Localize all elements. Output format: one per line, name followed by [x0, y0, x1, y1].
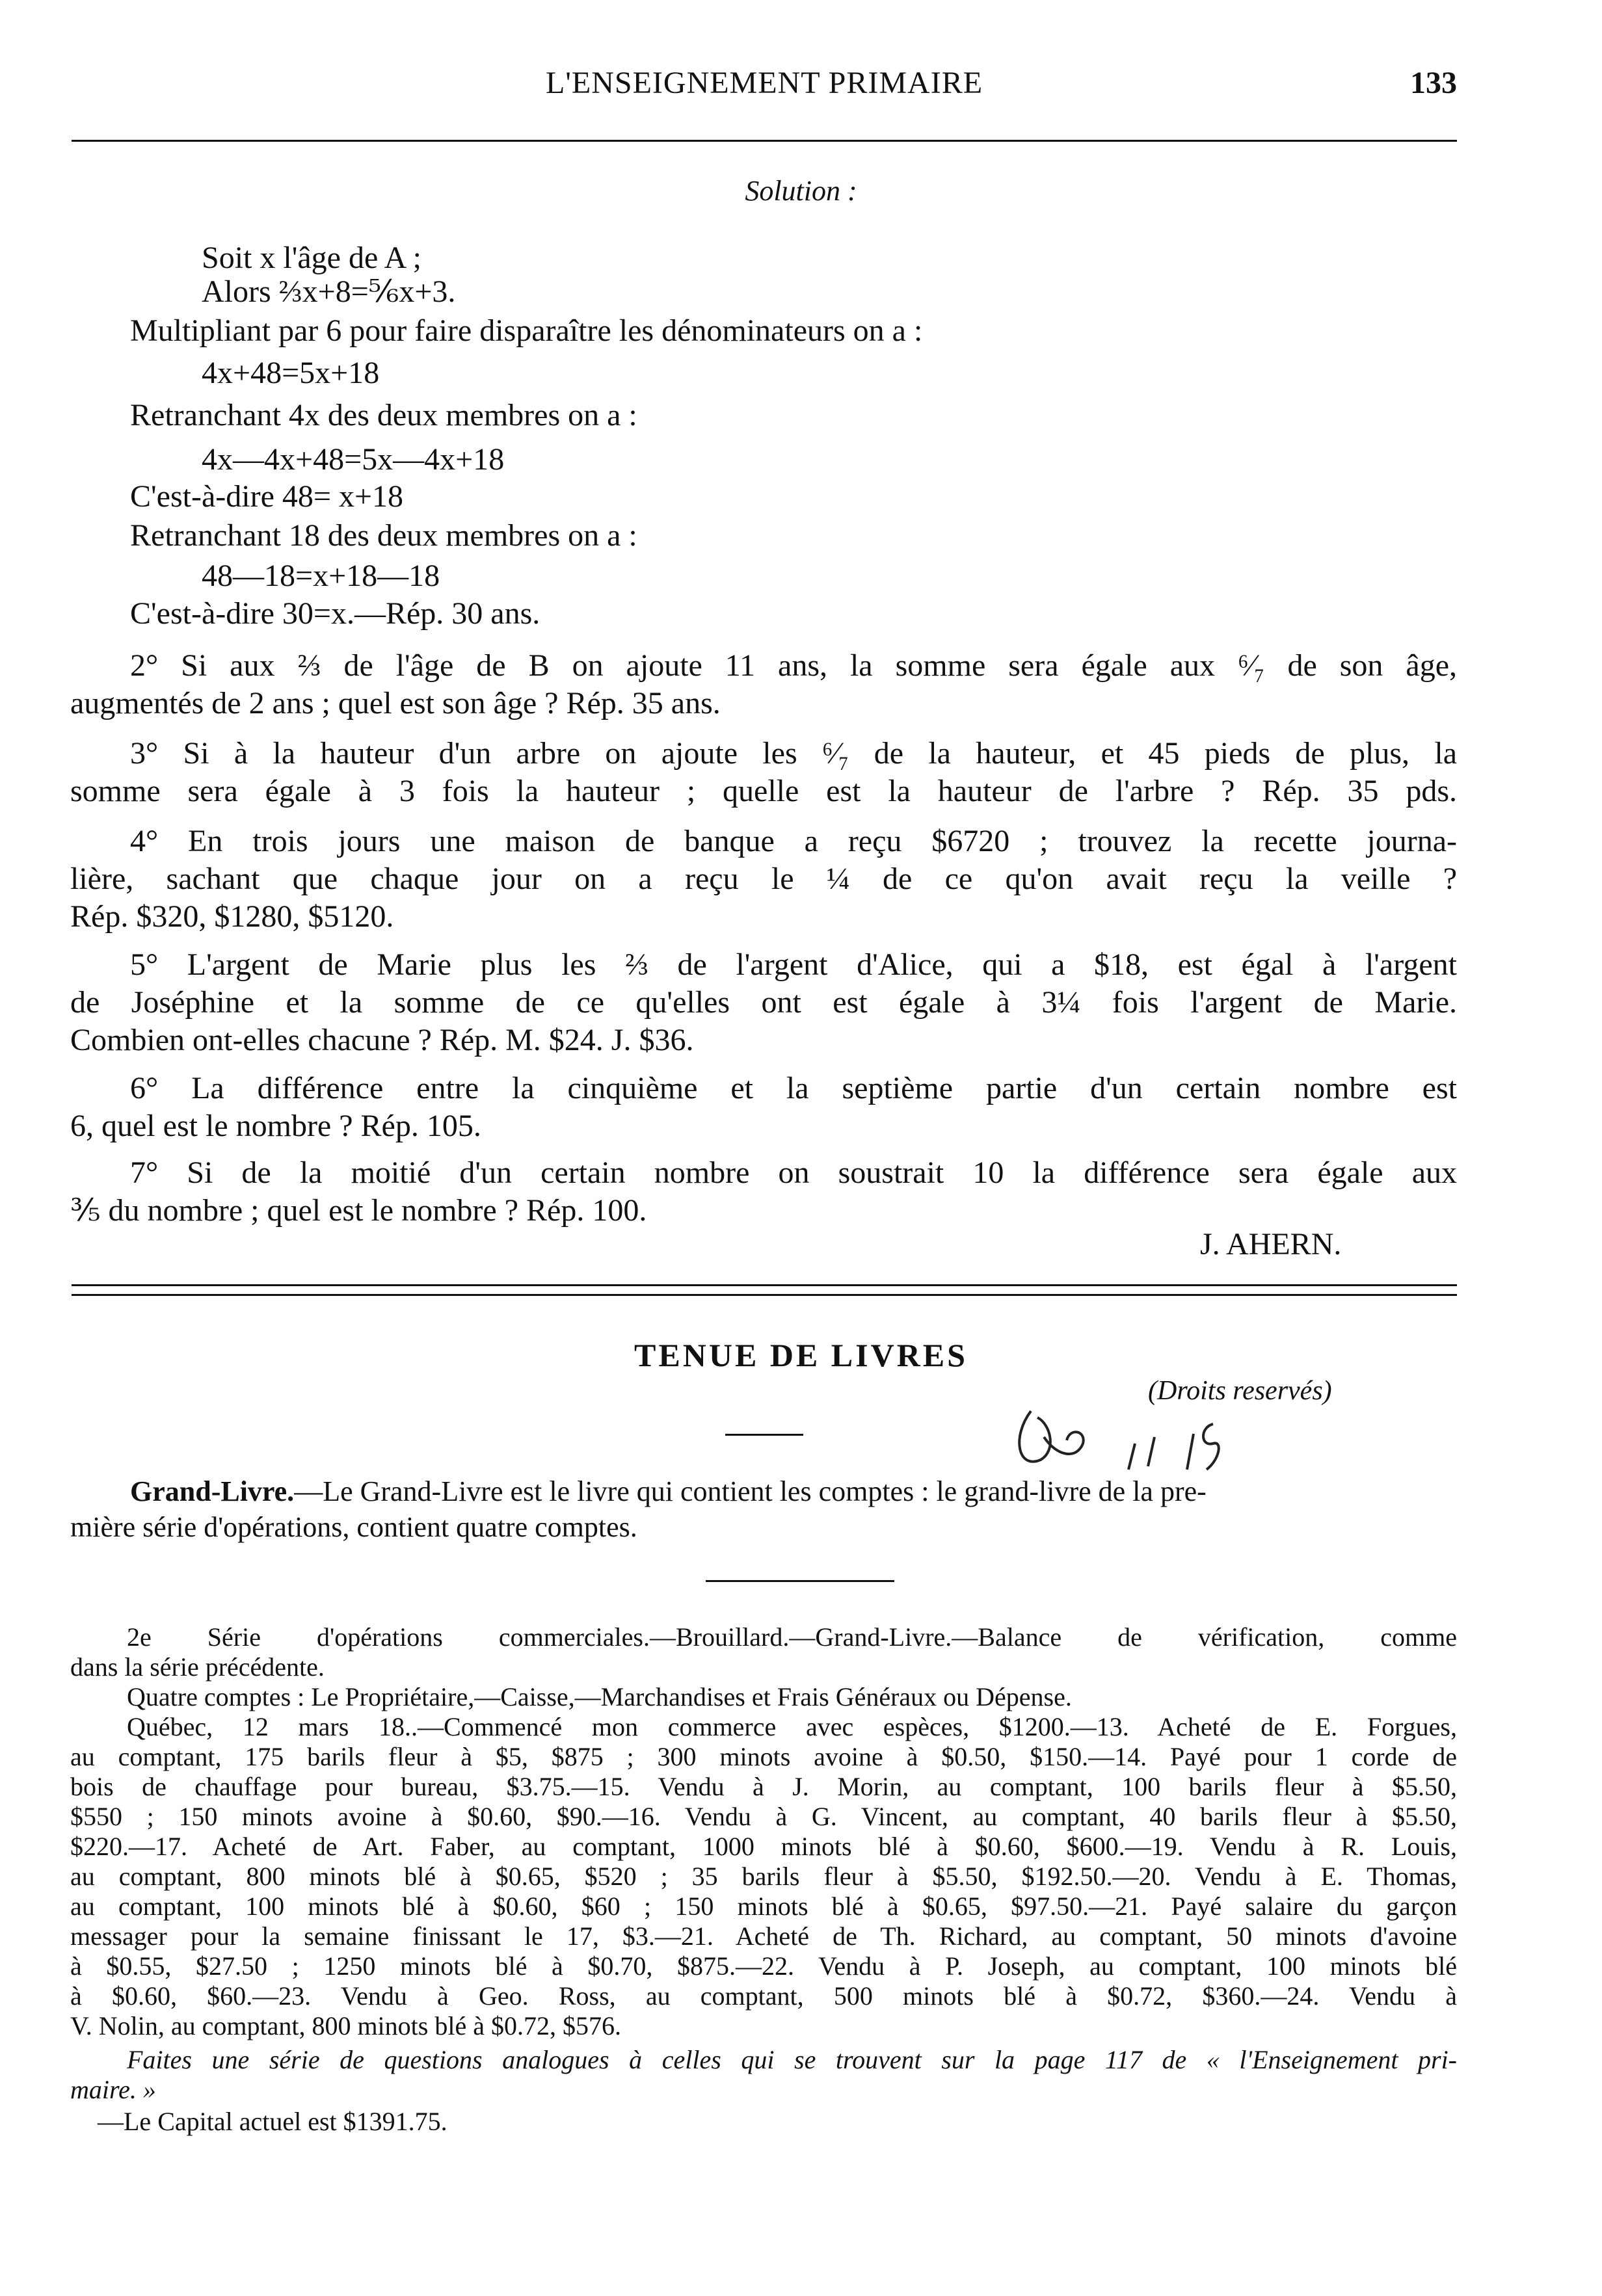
problem-6-line: 6, quel est le nombre ? Rép. 105. — [70, 1109, 481, 1143]
solution-line: 4x+48=5x+18 — [202, 356, 380, 390]
exercise-line: $220.—17. Acheté de Art. Faber, au comptant, 1000 minots blé à $0.60, $600.—19. Vendu à R. Louis, — [70, 1832, 1457, 1861]
journal-title: L'ENSEIGNEMENT PRIMAIRE — [545, 66, 983, 100]
exercise-line: Québec, 12 mars 18..—Commencé mon commerce avec espèces, $1200.—13. Acheté de E. Forgues, — [127, 1712, 1457, 1741]
exercise-line: messager pour la semaine finissant le 17, $3.—21. Acheté de Th. Richard, au comptant, 50 minots d'avoine — [70, 1921, 1457, 1951]
section-title: TENUE DE LIVRES — [634, 1337, 968, 1373]
exercise-line: au comptant, 800 minots blé à $0.65, $520 ; 35 barils fleur à $5.50, $192.50.—20. Vendu à E. Thomas, — [70, 1862, 1457, 1891]
problem-5-line: 5° L'argent de Marie plus les ⅔ de l'argent d'Alice, qui a $18, est égal à l'argent — [130, 947, 1457, 982]
exercise-line: $550 ; 150 minots avoine à $0.60, $90.—16. Vendu à G. Vincent, au comptant, 40 barils fleur à $5.50, — [70, 1802, 1457, 1831]
exercise-line: 2e Série d'opérations commerciales.—Brouillard.—Grand-Livre.—Balance de vérification, comme — [127, 1622, 1457, 1652]
solution-line: Retranchant 4x des deux membres on a : — [130, 398, 637, 432]
problem-3-line: somme sera égale à 3 fois la hauteur ; quelle est la hauteur de l'arbre ? Rép. 35 pds. — [70, 774, 1457, 808]
problem-4-line: lière, sachant que chaque jour on a reçu le ¼ de ce qu'on avait reçu la veille ? — [70, 862, 1457, 896]
handwritten-annotation — [1005, 1398, 1304, 1483]
problem-5-line: Combien ont-elles chacune ? Rép. M. $24. J. $36. — [70, 1023, 694, 1057]
grand-livre-line: mière série d'opérations, contient quatre comptes. — [70, 1511, 637, 1543]
exercise-line: bois de chauffage pour bureau, $3.75.—15. Vendu à J. Morin, au comptant, 100 barils fleur à $5.50, — [70, 1772, 1457, 1801]
grand-livre-text: —Le Grand-Livre est le livre qui contient les comptes : le grand-livre de la pre- — [294, 1475, 1207, 1507]
solution-line: 4x—4x+48=5x—4x+18 — [202, 442, 505, 477]
exercise-line: au comptant, 100 minots blé à $0.60, $60 ; 150 minots blé à $0.65, $97.50.—21. Payé salaire du garçon — [70, 1892, 1457, 1921]
exercise-instruction: maire. » — [70, 2075, 156, 2104]
problem-7-line: 7° Si de la moitié d'un certain nombre on soustrait 10 la différence sera égale aux — [130, 1155, 1457, 1190]
exercise-line: dans la série précédente. — [70, 1652, 325, 1682]
exercise-line: à $0.55, $27.50 ; 1250 minots blé à $0.70, $875.—22. Vendu à P. Joseph, au comptant, 100 minots blé — [70, 1951, 1457, 1981]
exercise-instruction: Faites une série de questions analogues à celles qui se trouvent sur la page 117 de « l'Enseignement pri- — [127, 2045, 1457, 2074]
grand-livre-line — [130, 1473, 1207, 1511]
problem-4-line: Rép. $320, $1280, $5120. — [70, 899, 394, 934]
problem-2-line: 2° Si aux ⅔ de l'âge de B on ajoute 11 ans, la somme sera égale aux ⁶⁄₇ de son âge, — [130, 648, 1457, 683]
exercise-line: V. Nolin, au comptant, 800 minots blé à $0.72, $576. — [70, 2011, 621, 2040]
solution-heading: Solution : — [745, 175, 857, 207]
solution-line: C'est-à-dire 48= x+18 — [130, 479, 404, 514]
exercise-line: à $0.60, $60.—23. Vendu à Geo. Ross, au comptant, 500 minots blé à $0.72, $360.—24. Vendu à — [70, 1981, 1457, 2011]
title-dash — [725, 1434, 803, 1436]
solution-line: 48—18=x+18—18 — [202, 559, 440, 593]
running-head — [72, 65, 1457, 111]
header-rule — [72, 140, 1457, 142]
solution-line: Soit x l'âge de A ; — [202, 241, 421, 275]
solution-line: Retranchant 18 des deux membres on a : — [130, 518, 637, 553]
problem-6-line: 6° La différence entre la cinquième et la septième partie d'un certain nombre est — [130, 1071, 1457, 1105]
capital-line: —Le Capital actuel est $1391.75. — [98, 2107, 447, 2136]
problem-4-line: 4° En trois jours une maison de banque a reçu $6720 ; trouvez la recette journa- — [130, 824, 1457, 858]
solution-line: Multipliant par 6 pour faire disparaître les dénominateurs on a : — [130, 313, 923, 348]
short-divider — [706, 1580, 894, 1582]
author-signature: J. AHERN. — [1200, 1227, 1342, 1261]
problem-7-line: ⅗ du nombre ; quel est le nombre ? Rép. 100. — [70, 1193, 647, 1228]
section-rule-top — [72, 1284, 1457, 1286]
exercise-line: Quatre comptes : Le Propriétaire,—Caisse,—Marchandises et Frais Généraux ou Dépense. — [127, 1682, 1072, 1711]
problem-2-line: augmentés de 2 ans ; quel est son âge ? Rép. 35 ans. — [70, 686, 721, 720]
solution-line: C'est-à-dire 30=x.—Rép. 30 ans. — [130, 596, 541, 631]
exercise-line: au comptant, 175 barils fleur à $5, $875 ; 300 minots avoine à $0.50, $150.—14. Payé pour 1 corde de — [70, 1742, 1457, 1771]
page-number: 133 — [1410, 66, 1457, 100]
problem-3-line: 3° Si à la hauteur d'un arbre on ajoute les ⁶⁄₇ de la hauteur, et 45 pieds de plus, la — [130, 736, 1457, 771]
problem-5-line: de Joséphine et la somme de ce qu'elles ont est égale à 3¼ fois l'argent de Marie. — [70, 985, 1457, 1020]
section-rule-bottom — [72, 1294, 1457, 1296]
solution-line: Alors ⅔x+8=⅚x+3. — [202, 274, 456, 309]
rights-note: (Droits reservés) — [1148, 1376, 1332, 1406]
grand-livre-label: Grand-Livre. — [130, 1475, 295, 1507]
